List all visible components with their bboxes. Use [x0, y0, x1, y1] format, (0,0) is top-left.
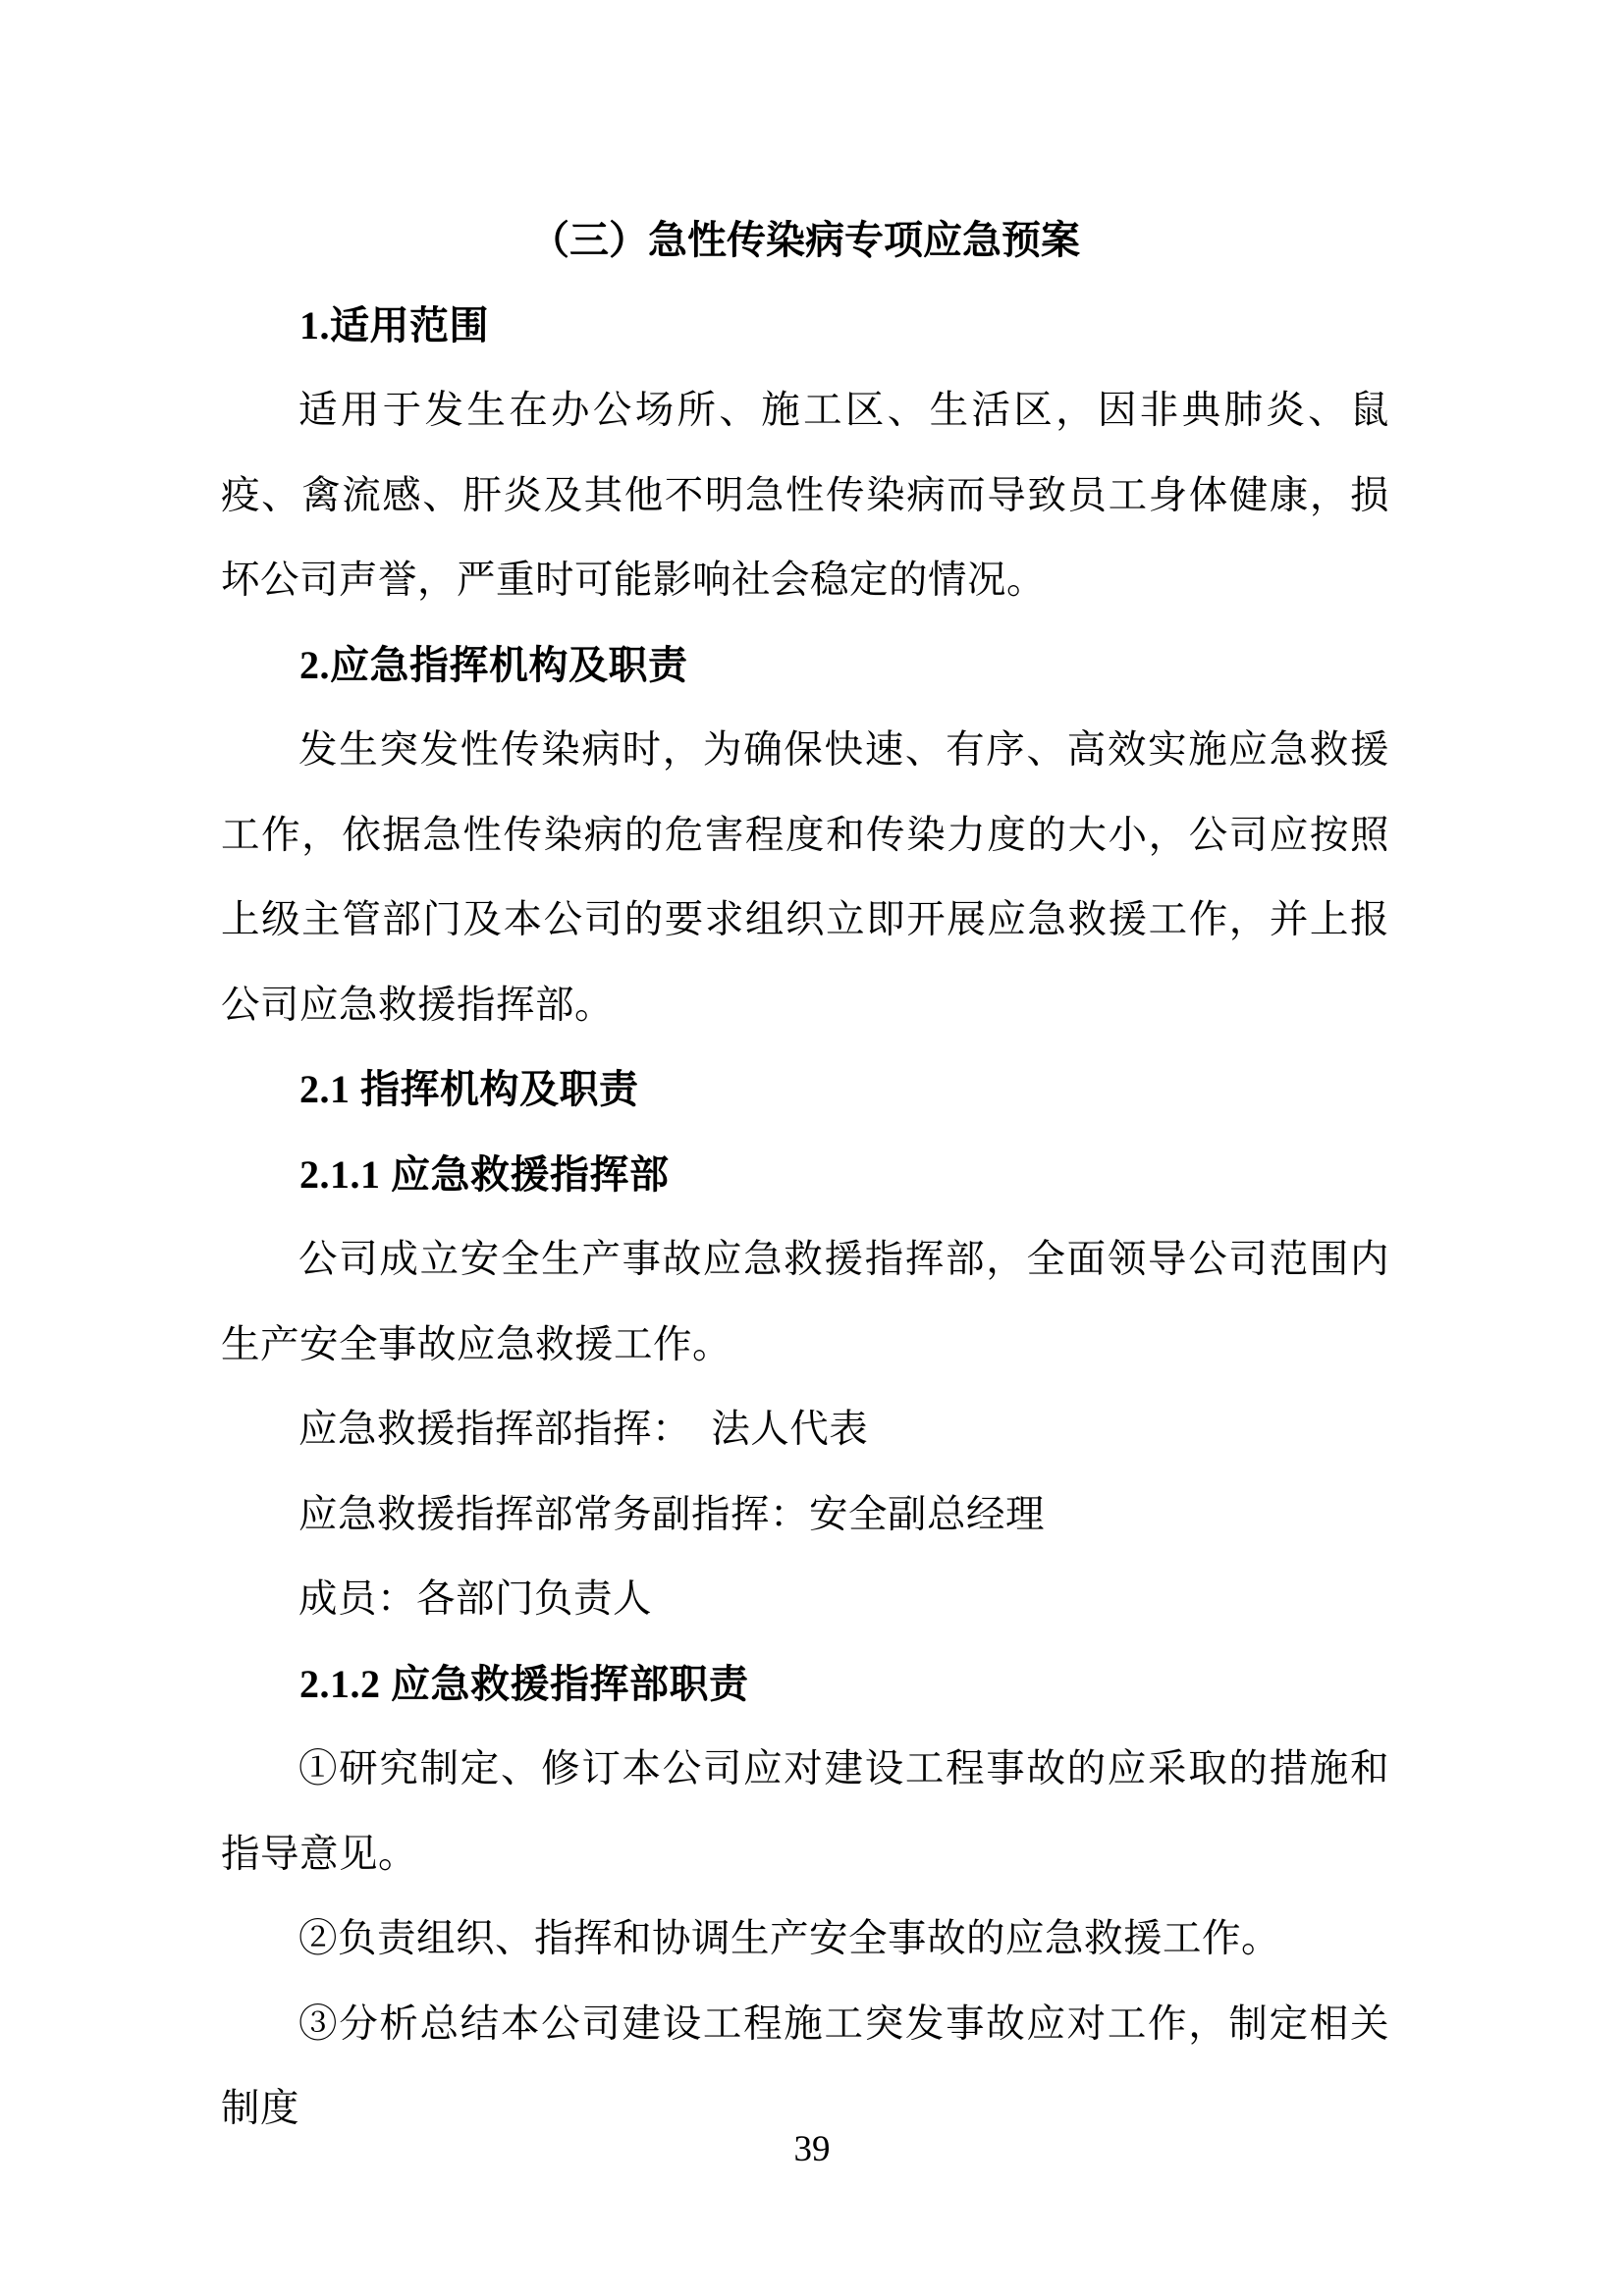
section-heading: 1.适用范围	[299, 302, 489, 347]
document-body	[221, 284, 1389, 2152]
section-heading: 2.1.1 应急救援指挥部	[299, 1151, 670, 1197]
body-paragraph: ③分析总结本公司建设工程施工突发事故应对工作，制定相关制度	[221, 2002, 1389, 2130]
body-paragraph: 成员：各部门负责人	[298, 1577, 652, 1621]
document-title: （三）急性传染病专项应急预案	[530, 218, 1080, 262]
body-paragraph: 发生突发性传染病时，为确保快速、有序、高效实施应急救援工作，依据急性传染病的危害程度和传染力度的大小，公司应按照上级主管部门及本公司的要求组织立即开展应急救援工作，并上报公司应急救援指挥部。	[221, 728, 1389, 1027]
body-paragraph: ②负责组织、指挥和协调生产安全事故的应急救援工作。	[298, 1917, 1280, 1960]
section-heading: 2.应急指挥机构及职责	[299, 642, 688, 687]
section-heading: 2.1 指挥机构及职责	[299, 1067, 639, 1111]
body-paragraph: 应急救援指挥部指挥： 法人代表	[298, 1408, 869, 1451]
section-heading: 2.1.2 应急救援指挥部职责	[299, 1661, 749, 1706]
body-paragraph: 公司成立安全生产事故应急救援指挥部，全面领导公司范围内生产安全事故应急救援工作。	[221, 1238, 1389, 1366]
body-paragraph: 应急救援指挥部常务副指挥：安全副总经理	[298, 1492, 1045, 1536]
document-content	[221, 198, 1389, 2152]
body-paragraph: ①研究制定、修订本公司应对建设工程事故的应采取的措施和指导意见。	[221, 1747, 1389, 1876]
body-paragraph: 适用于发生在办公场所、施工区、生活区，因非典肺炎、鼠疫、禽流感、肝炎及其他不明急性传染病而导致员工身体健康，损坏公司声誉，严重时可能影响社会稳定的情况。	[221, 389, 1389, 602]
page-number: 39	[793, 2129, 831, 2169]
